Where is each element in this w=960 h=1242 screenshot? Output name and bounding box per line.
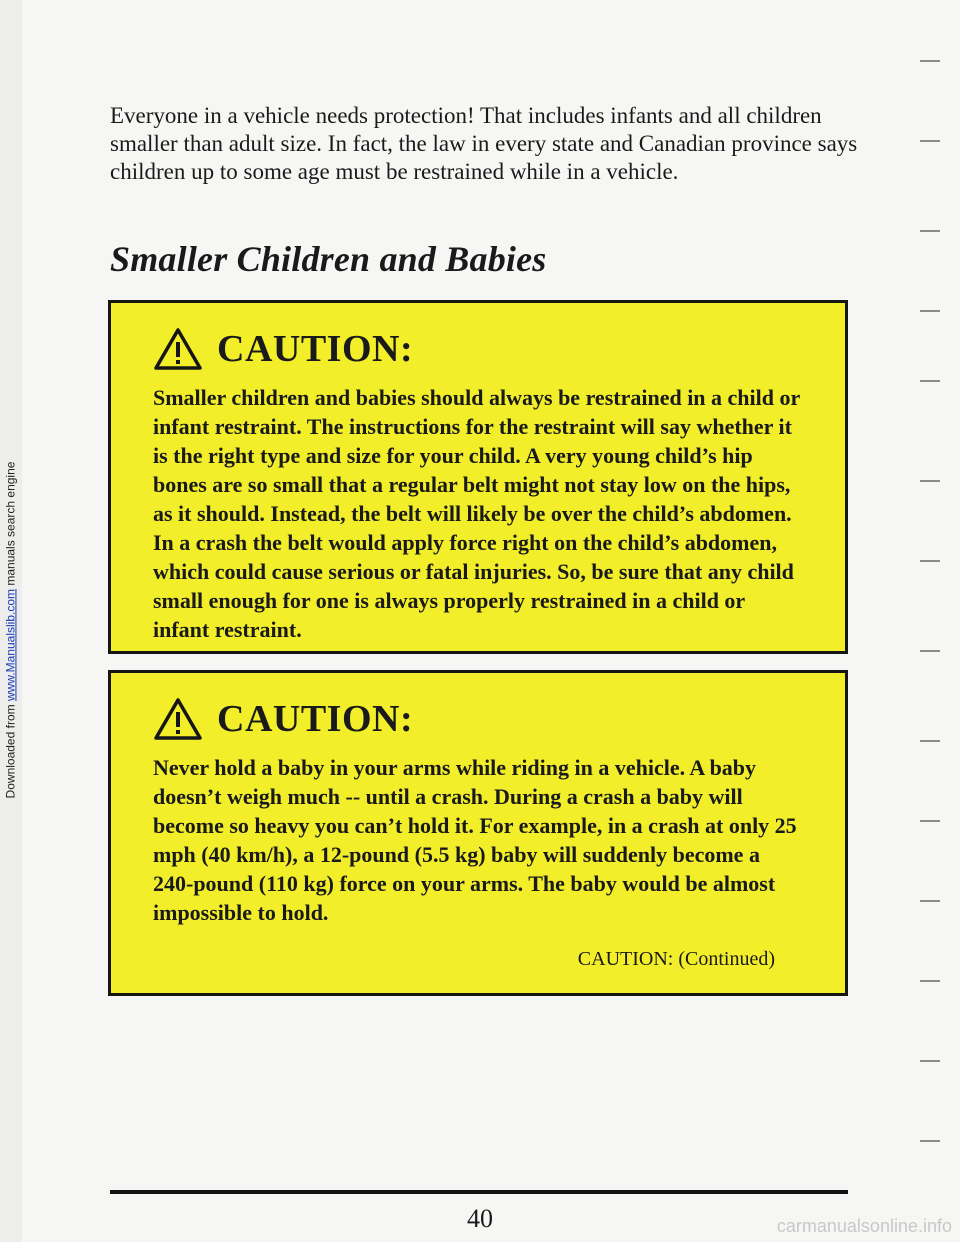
footer-rule [110,1190,848,1194]
intro-paragraph: Everyone in a vehicle needs protection! That includes infants and all children smaller than adult size. In fact, the law in every state and Canadian province says children up to some age must be restrained while in a vehicle. [110,103,858,184]
section-title: Smaller Children and Babies [110,239,547,279]
tab-mark [920,820,940,822]
tab-mark [920,560,940,562]
caution-text: Never hold a baby in your arms while riding in a vehicle. A baby doesn’t weigh much -- until a crash. During a crash a baby will become so heavy you can’t hold it. For example, in a crash at only 25 mph (40 km/h), a 12-pound (5.5 kg) baby will suddenly become a 240-pound (110 kg) force on your arms. The baby would be almost impossible to hold. [153,755,797,925]
warning-triangle-icon [153,327,203,371]
warning-triangle-icon [153,697,203,741]
caution-text: Smaller children and babies should always be restrained in a child or infant restraint. The instructions for the restraint will say whether it is the right type and size for your child. A very young child’s hip bones are so small that a regular belt might not stay low on the hips, as it should. Instead, the belt will likely be over the child’s abdomen. In a crash the belt would apply force right on the child’s abdomen, which could cause serious or fatal injuries. So, be sure that any child small enough for one is always properly restrained in a child or infant restraint. [153,385,800,642]
caution-box-2 [108,670,848,996]
caution-continued-note: CAUTION: (Continued) [577,948,775,970]
tab-mark [920,740,940,742]
tab-mark [920,1140,940,1142]
page-edge-tab-marks [920,60,950,1180]
tab-mark [920,60,940,62]
manualslib-link[interactable]: www.Manualslib.com [3,588,17,702]
tab-mark [920,650,940,652]
tab-mark [920,1060,940,1062]
caution-label: CAUTION: [217,328,414,370]
caution-header [153,693,805,745]
footer-watermark: carmanualsonline.info [776,1216,952,1236]
tab-mark [920,480,940,482]
tab-mark [920,900,940,902]
caution-header [153,323,805,375]
caution-box-1 [108,300,848,654]
tab-mark [920,380,940,382]
download-note-suffix: manuals search engine [3,461,17,586]
download-note-prefix: Downloaded from [3,704,17,799]
tab-mark [920,140,940,142]
caution-label: CAUTION: [217,698,414,740]
tab-mark [920,310,940,312]
download-note [0,30,20,1230]
tab-mark [920,230,940,232]
page-number: 40 [467,1204,493,1233]
tab-mark [920,980,940,982]
